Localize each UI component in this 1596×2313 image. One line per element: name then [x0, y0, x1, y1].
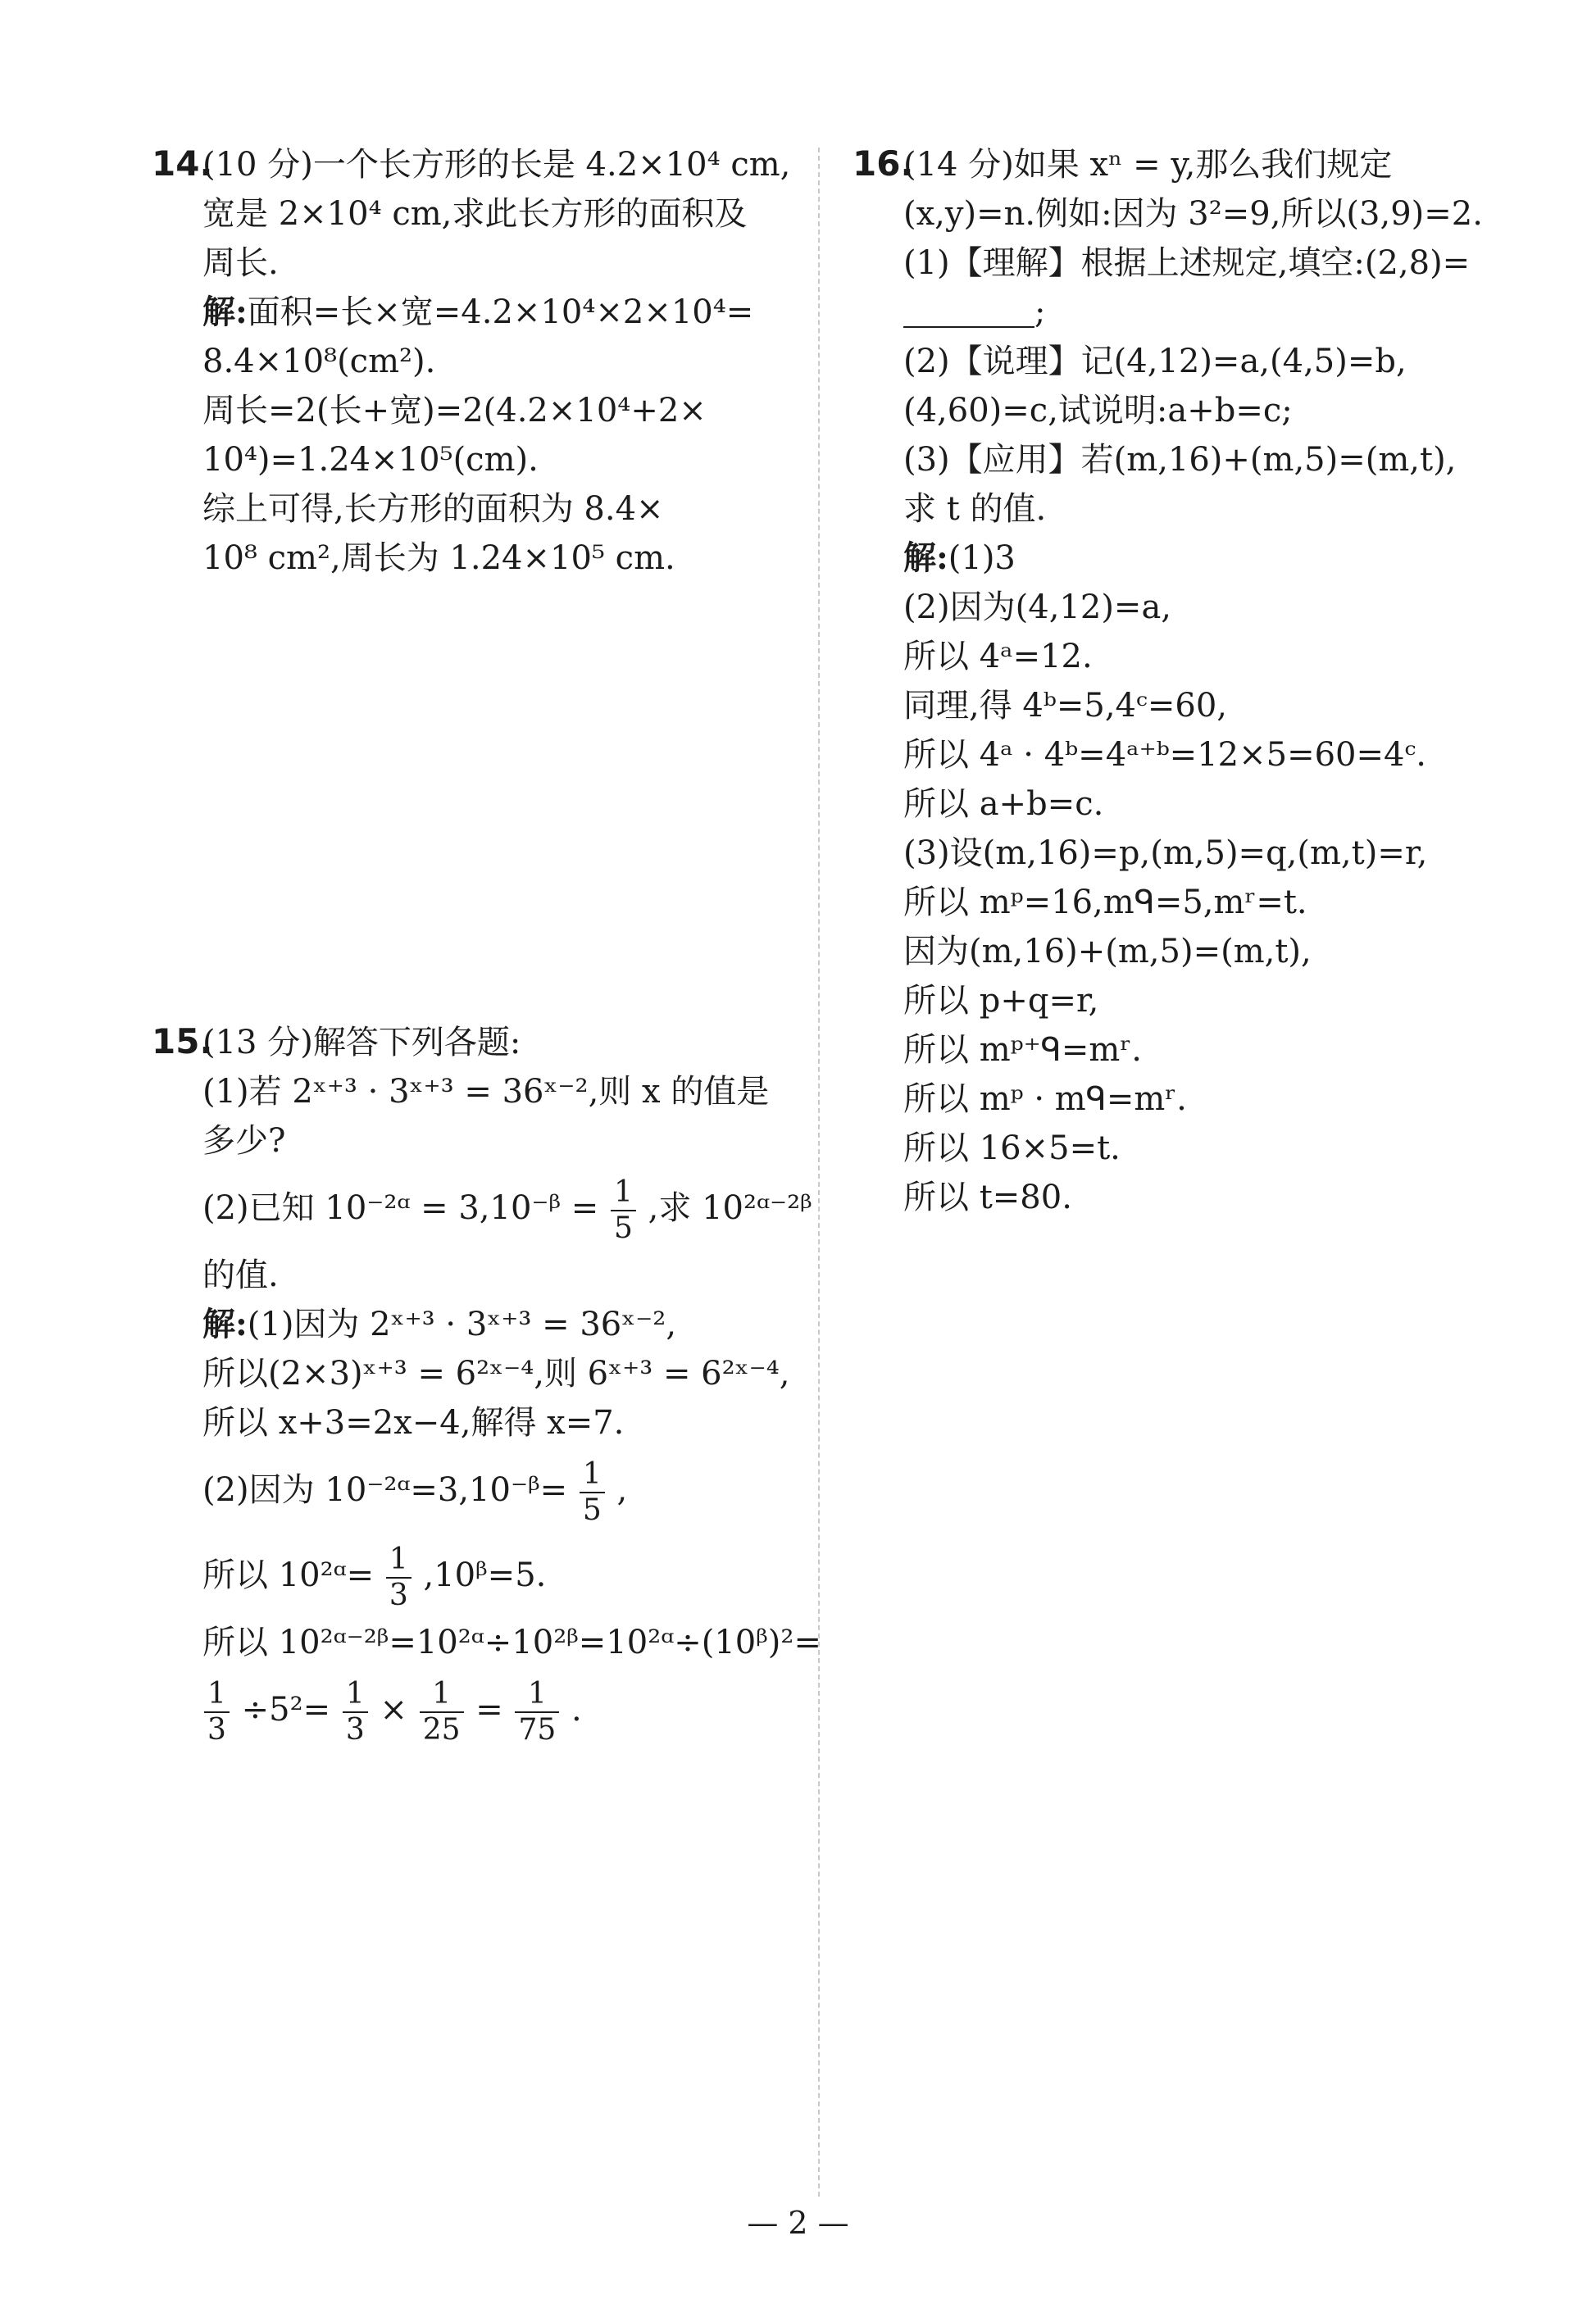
question-14: [152, 139, 807, 583]
solution-line: 所以 4ᵃ=12.: [903, 638, 1093, 675]
solution-label: 解:: [903, 538, 948, 577]
solution-line: 所以 10²ᵅ⁻²ᵝ=10²ᵅ÷10²ᵝ=10²ᵅ÷(10ᵝ)²=: [202, 1624, 821, 1661]
solution-label: 解:: [202, 1305, 248, 1343]
question-number: 16.: [853, 143, 914, 184]
solution-line: (1)因为 2ˣ⁺³ · 3ˣ⁺³ = 36ˣ⁻²,: [247, 1306, 677, 1343]
fraction-one-third: $\frac{1}{3}$: [386, 1545, 412, 1611]
question-number: 14.: [152, 143, 213, 184]
part-2-text: (2)已知 10⁻²ᵅ = 3,10⁻ᵝ =: [202, 1189, 599, 1227]
solution-text: ÷5²=: [241, 1691, 331, 1729]
solution-line: 所以 mᵖ · mᑫ=mʳ.: [903, 1080, 1187, 1118]
part-1-line: 多少?: [202, 1122, 286, 1160]
part-1-line: (1)【理解】根据上述规定,填空:(2,8)=: [903, 244, 1471, 282]
solution-text: 所以 10²ᵅ=: [202, 1556, 375, 1594]
solution-line: 所以 a+b=c.: [903, 785, 1104, 823]
solution-text: =: [475, 1691, 503, 1729]
solution-line: 所以 4ᵃ · 4ᵇ=4ᵃ⁺ᵇ=12×5=60=4ᶜ.: [903, 736, 1427, 774]
question-stem-line: (13 分)解答下列各题:: [202, 1024, 521, 1061]
question-16: [853, 139, 1492, 1222]
part-2-line: 的值.: [202, 1256, 279, 1294]
solution-line: 所以(2×3)ˣ⁺³ = 6²ˣ⁻⁴,则 6ˣ⁺³ = 6²ˣ⁻⁴,: [202, 1355, 790, 1393]
solution-text: (2)因为 10⁻²ᵅ=3,10⁻ᵝ=: [202, 1471, 568, 1509]
solution-text: ,10ᵝ=5.: [423, 1556, 547, 1594]
solution-line: (1)3: [948, 539, 1016, 577]
column-divider: [818, 148, 820, 2197]
fraction-one-twentyfifth: $\frac{1}{25}$: [420, 1679, 464, 1745]
solution-line: 10⁴)=1.24×10⁵(cm).: [202, 441, 539, 479]
solution-line: 所以 mᵖ=16,mᑫ=5,mʳ=t.: [903, 884, 1307, 921]
right-column: [853, 139, 1492, 1222]
solution-line: (2)因为(4,12)=a,: [903, 588, 1172, 626]
question-15: [152, 1017, 821, 1752]
part-3-line: (3)【应用】若(m,16)+(m,5)=(m,t),: [903, 441, 1457, 479]
solution-label: 解:: [202, 293, 248, 331]
solution-text: ×: [380, 1691, 407, 1729]
solution-line: 综上可得,长方形的面积为 8.4×: [202, 490, 664, 528]
solution-text: .: [571, 1691, 582, 1729]
fraction-one-seventyfifth: $\frac{1}{75}$: [515, 1679, 559, 1745]
solution-line: 所以 x+3=2x−4,解得 x=7.: [202, 1404, 625, 1442]
answer-blank[interactable]: [903, 293, 1034, 328]
question-stem-line: 宽是 2×10⁴ cm,求此长方形的面积及: [202, 195, 748, 233]
question-stem-line: (10 分)一个长方形的长是 4.2×10⁴ cm,: [202, 146, 791, 184]
left-column: [152, 139, 821, 1752]
fraction-one-third: $\frac{1}{3}$: [204, 1679, 230, 1745]
solution-line: 8.4×10⁸(cm²).: [202, 343, 436, 380]
part-2-line: (4,60)=c,试说明:a+b=c;: [903, 392, 1293, 429]
part-1-line: (1)若 2ˣ⁺³ · 3ˣ⁺³ = 36ˣ⁻²,则 x 的值是: [202, 1073, 770, 1111]
solution-line: 同理,得 4ᵇ=5,4ᶜ=60,: [903, 687, 1227, 725]
solution-line: (3)设(m,16)=p,(m,5)=q,(m,t)=r,: [903, 834, 1428, 872]
question-stem-line: 周长.: [202, 244, 279, 282]
solution-line: 所以 t=80.: [903, 1179, 1072, 1216]
question-stem-line: (14 分)如果 xⁿ = y,那么我们规定: [903, 146, 1393, 184]
fraction-one-fifth: $\frac{1}{5}$: [611, 1178, 636, 1243]
question-stem-line: (x,y)=n.例如:因为 3²=9,所以(3,9)=2.: [903, 195, 1483, 233]
solution-line: 因为(m,16)+(m,5)=(m,t),: [903, 933, 1312, 970]
part-2-line: (2)【说理】记(4,12)=a,(4,5)=b,: [903, 343, 1407, 380]
solution-line: 10⁸ cm²,周长为 1.24×10⁵ cm.: [202, 539, 675, 577]
page-number: — 2 —: [747, 2205, 849, 2241]
solution-line: 所以 mᵖ⁺ᑫ=mʳ.: [903, 1031, 1142, 1069]
fraction-one-fifth: $\frac{1}{5}$: [580, 1460, 605, 1525]
solution-line: 所以 p+q=r,: [903, 982, 1099, 1020]
fraction-one-third: $\frac{1}{3}$: [343, 1679, 368, 1745]
solution-line: 所以 16×5=t.: [903, 1129, 1121, 1167]
solution-line: 面积=长×宽=4.2×10⁴×2×10⁴=: [247, 293, 754, 331]
solution-line: 周长=2(长+宽)=2(4.2×10⁴+2×: [202, 392, 707, 429]
solution-text: ,: [616, 1471, 628, 1509]
question-number: 15.: [152, 1021, 213, 1061]
part-3-line: 求 t 的值.: [903, 490, 1047, 528]
part-2-text: ,求 10²ᵅ⁻²ᵝ: [648, 1189, 812, 1227]
part-1-end: ;: [1034, 293, 1046, 331]
